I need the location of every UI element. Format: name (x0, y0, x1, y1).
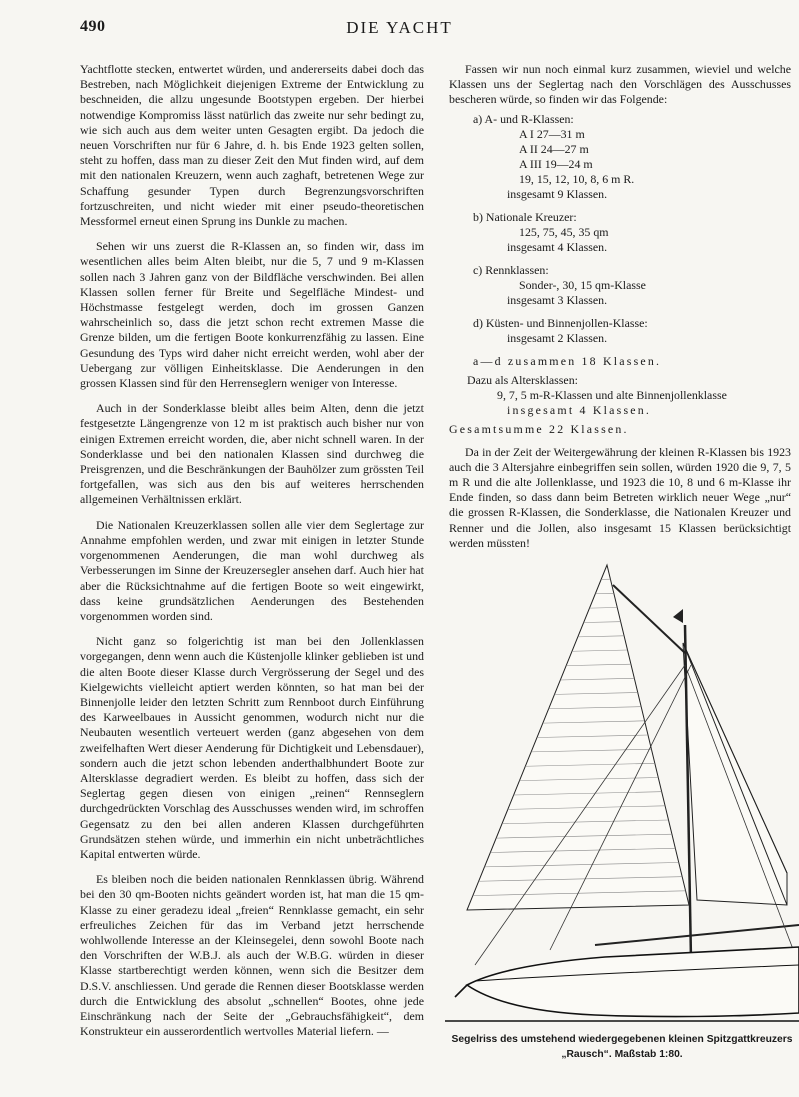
group-total: insgesamt 9 Klassen. (507, 186, 608, 201)
class-group-a (449, 112, 791, 202)
grand-total: Gesamtsumme 22 Klassen. (449, 421, 629, 436)
pennant-flag (673, 609, 683, 623)
group-total: insgesamt 4 Klassen. (507, 239, 608, 254)
paragraph: Yachtflotte stecken, entwertet würden, und andererseits dabei doch das Bestreben, nach Möglichkeit diejenigen Extreme der Entwicklung zu beschneiden, die allzu ungesunde Bootstypen ergeben. Der hierbei notwendige Kompromiss lässt natürlich das zweite nur sehr bedingt zu, wie sich auch aus dem weiter unten Gesagten ergibt. Da jedoch die neuen Vorschriften nur für 6 Jahre, d. h. bis Ende 1923 gelten sollen, steht zu hoffen, dass man zu dieser Zeit den Mut finden wird, auf dem mit den nationalen Kreuzern, wenn auch zaghaft, betretenen Wege zur Schaffung gesunder Typen durch Begrenzungsvorschriften fortzuschreiten, und nicht wieder mit einer pseudo-theoretischen Messformel erneut einen Sprung ins Dunkle zu machen. (80, 62, 424, 229)
page-number: 490 (80, 18, 106, 35)
mainsail (683, 643, 787, 905)
class-group-d (449, 316, 791, 346)
boom (595, 925, 799, 945)
paragraph: Da in der Zeit der Weitergewährung der kleinen R-Klassen bis 1923 auch die 3 Altersjahre einbegriffen sein sollen, würden 1920 die 9, 7, 5 m R und die alte Jollenklasse, und 1923 die 10, 8 und 6 m-Klasse ihr Ende finden, so dass dann beim Betreten wirklich neuer Wege „nur“ die grossen R-Klassen, die Sonderklasse, die Nationalen Kreuzer und Renner und die Jollen, also insgesamt 15 Klassen berücksichtigt werden müssten! (449, 444, 791, 550)
caption-line: Segelriss des umstehend wiedergegebenen kleinen Spitzgattkreuzers (451, 1034, 793, 1045)
running-title: DIE YACHT (346, 18, 453, 37)
list-item: 125, 75, 45, 35 qm (519, 224, 609, 239)
paragraph: Die Nationalen Kreuzerklassen sollen alle vier dem Seglertage zur Annahme empfohlen werden, und zwar mit einigen in letzter Stunde vorgenommenen Aenderungen, die man wohl durchweg als Verbesserungen im Sinne der Kreuzersegler ansehen darf. Auch hier hat aber die Rücksichtnahme auf die fertigen Boote so weit eingewirkt, dass keine grundsätzlichen Aenderungen des Bestehenden vorgenommen worden sind. (80, 517, 424, 623)
group-heading: a) A- und R-Klassen: (473, 111, 574, 126)
group-heading: d) Küsten- und Binnenjollen-Klasse: (473, 315, 648, 330)
paragraph: Nicht ganz so folgerichtig ist man bei den Jollenklassen vorgegangen, denn wenn auch die Küstenjolle klinker geblieben ist und die alten Boote dieser Klasse durch Vergrösserung der Segel und des Kielgewichts vielleicht aptiert werden könnten, so hat man bei der Binnenjolle leider den letzten Schritt zum Rennboot durch Einführung des Karweelbaues in Aussicht genommen, wodurch nicht nur die Neubauten wesentlich verteuert werden (ganz abgesehen von dem zweifelhaften Wert dieser Aenderung für Dichtigkeit und Lebensdauer), sondern auch die jetzt schon lebenden anderthalbhundert Boote zur Altersklasse degradiert werden. Es bleibt zu hoffen, dass sich der Seglertag gegen diesen von einigen „reinen“ Rennseglern durchgedrückten Vorschlag des Ausschusses wenden wird, im schroffen Gegensatz zu den bei allen anderen Klassen durchgeführten Grundsätzen stehen würde, und immerhin ein nicht unbeträchtliches Kapital entwerten würde. (80, 634, 424, 861)
list-item: 9, 7, 5 m-R-Klassen und alte Binnenjollenklasse (497, 387, 727, 402)
list-item: 19, 15, 12, 10, 8, 6 m R. (519, 171, 635, 186)
list-item: Sonder-, 30, 15 qm-Klasse (519, 277, 646, 292)
group-total: insgesamt 3 Klassen. (507, 292, 608, 307)
figure-caption (447, 1032, 797, 1062)
list-item: A I 27—31 m (519, 126, 585, 141)
class-group-b (449, 210, 791, 255)
group-heading: b) Nationale Kreuzer: (473, 209, 577, 224)
right-column (449, 62, 791, 561)
paragraph: Auch in der Sonderklasse bleibt alles beim Alten, denn die jetzt festgesetzte Längengrenze von 12 m ist praktisch auch bisher nur von einigen Extremen erreicht worden, die, aber nicht schnell waren. In der Sonderklasse und bei den nationalen Klassen sind durchweg die Preisgrenzen, und die Beschränkungen der Bauhölzer zum grössten Teil fortgefallen, was sich aus den bis auf weiteres herrschenden allgemeinen Verhältnissen erklärt. (80, 401, 424, 507)
caption-line (447, 1047, 797, 1062)
list-item: A II 24—27 m (519, 141, 589, 156)
class-group-c (449, 263, 791, 308)
jib-sail (467, 565, 689, 910)
group-total: insgesamt 4 Klassen. (507, 402, 652, 417)
group-heading: c) Rennklassen: (473, 262, 549, 277)
group-total: insgesamt 2 Klassen. (507, 330, 608, 345)
altersklassen-heading: Dazu als Altersklassen: (467, 372, 578, 387)
paragraph: Sehen wir uns zuerst die R-Klassen an, so finden wir, dass im wesentlichen alles beim Alten bleibt, nur die 5, 7 und 9 m-Klassen sollen nach 3 Jahren ganz von der Bildfläche verschwinden. Bei allen Klassen sollen ferner für Breite und Segelfläche Mindest- und Höchstmasse festgelegt werden, doch im grossen Ganzen wahrscheinlich so, dass die jetzt schon recht extremen Masse die Grenze bilden, um die fertigen Boote konkurrenzfähig zu lassen. Eine Gesundung des Typs wird daher nicht erreicht werden, wohl aber der Uebergang zur völligen Einheitsklasse. Die Aenderungen in den grossen Klassen sind für den Herrenseglern weniger von Interesse. (80, 239, 424, 391)
left-column (80, 62, 424, 1049)
sail-plan-drawing (445, 545, 799, 1025)
class-list (449, 112, 791, 437)
hull (455, 947, 799, 1017)
boat-name: „Rausch“. (561, 1049, 612, 1060)
list-item: A III 19—24 m (519, 156, 593, 171)
subtotal: a—d zusammen 18 Klassen. (473, 353, 662, 368)
scale-note: Maßstab 1:80. (614, 1049, 683, 1060)
paragraph: Es bleiben noch die beiden nationalen Rennklassen übrig. Während bei den 30 qm-Booten nichts geändert worden ist, hat man die 15 qm-Klasse zu einer geradezu ideal „freien“ Rennklasse gemacht, ein sehr erfreuliches Zeichen für das im Verband jetzt herrschende wohlwollende Interesse an der Kleinsegelei, denn sowohl Boote nach den Vorschriften der W.B.J. als auch der W.B.G. würden in dieser Klasse startberechtigt werden können, wenn sich die Besitzer dem D.S.V. anschliessen. Und gerade die Rennen dieser Bootsklasse werden durch die Entwicklung des absolut „schnellen“ Bootes, ohne jede Einschränkung nach der Seite der „Gebrauchsfähigkeit“, dem Konstrukteur ein ausserordentlich wertvolles Material liefern. — (80, 872, 424, 1039)
summary-intro: Fassen wir nun noch einmal kurz zusammen, wieviel und welche Klassen uns der Seglertag nach den Vorschlägen des Ausschusses bescheren würde, so finden wir das Folgende: (449, 62, 791, 107)
